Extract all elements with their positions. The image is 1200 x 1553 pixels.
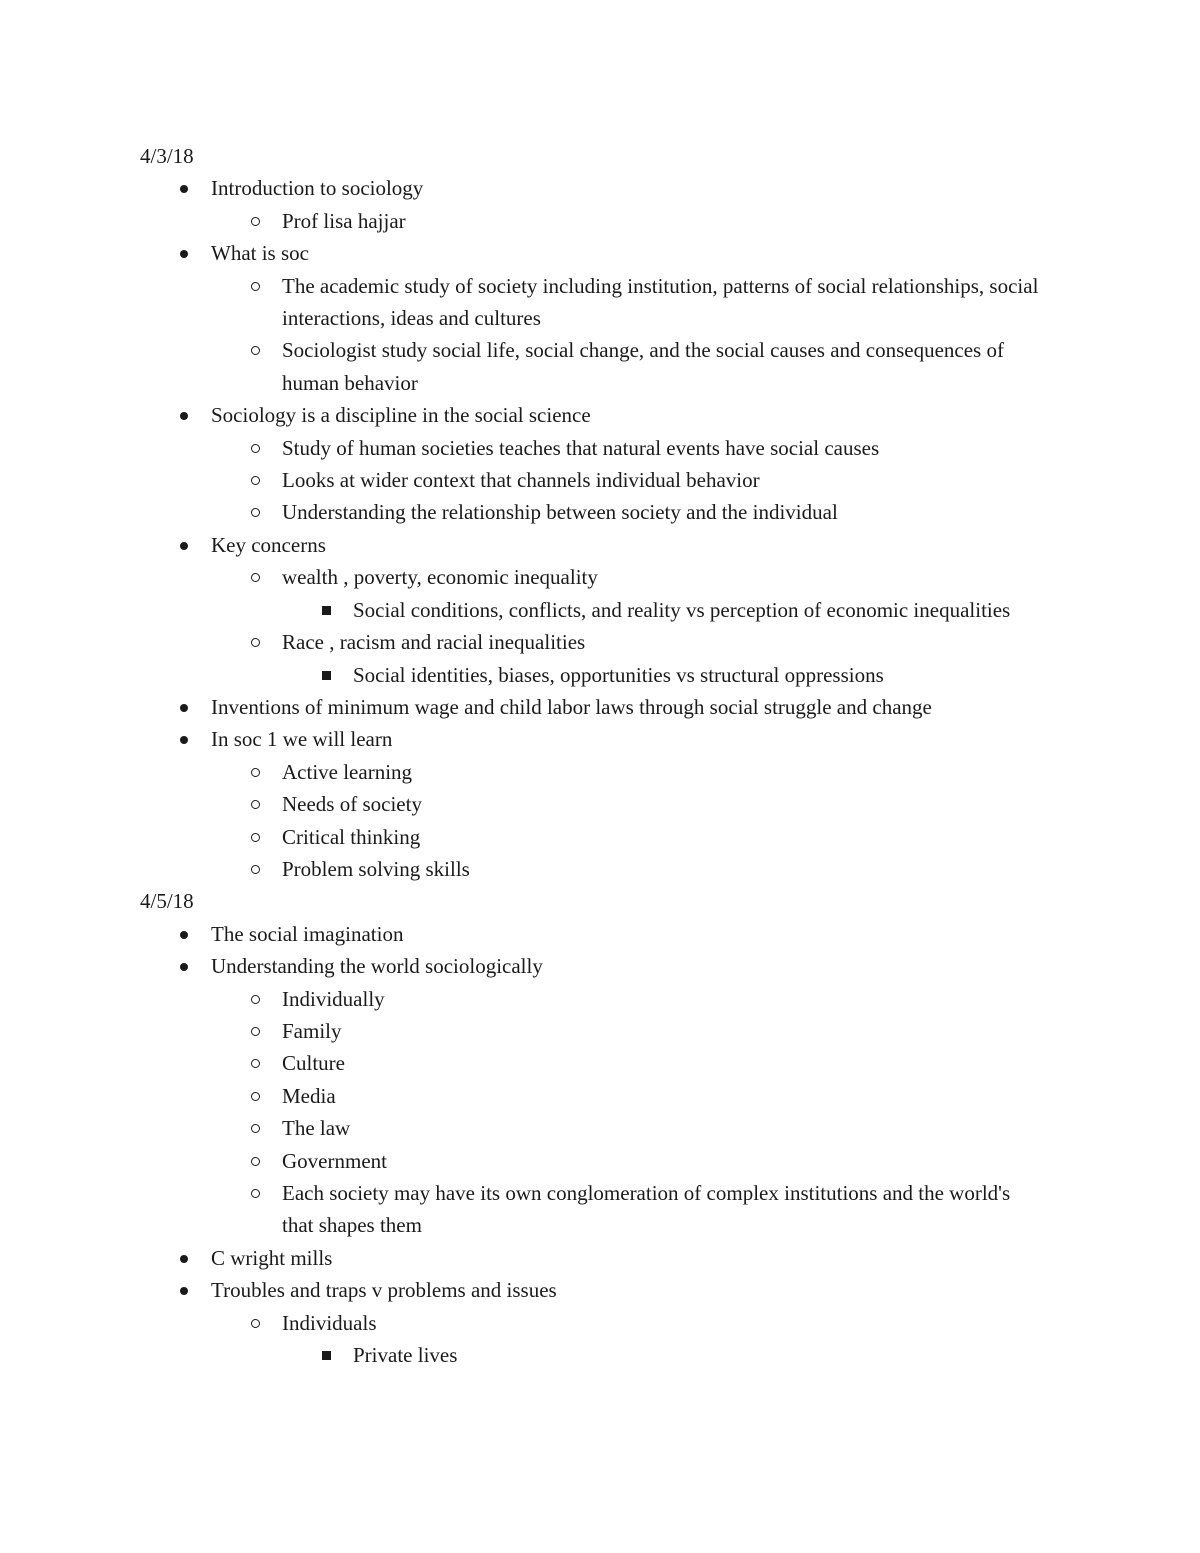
bullet-text: Media (282, 1083, 336, 1108)
bullet-item (140, 399, 1040, 529)
sub-bullet-item (211, 756, 1040, 788)
hollow-bullet-icon (251, 573, 260, 582)
bullet-item (140, 237, 1040, 399)
sub-bullet-item (211, 788, 1040, 820)
notes-section (140, 885, 1040, 1371)
hollow-bullet-icon (251, 346, 260, 355)
hollow-bullet-icon (251, 995, 260, 1004)
bullet-item (140, 691, 1040, 723)
hollow-bullet-icon (251, 768, 260, 777)
bullet-text: Social conditions, conflicts, and reality vs perception of economic inequalities (353, 597, 1011, 622)
sub-bullet-item (211, 1112, 1040, 1144)
bullet-item (140, 723, 1040, 885)
hollow-bullet-icon (251, 1059, 260, 1068)
bullet-text: Government (282, 1148, 387, 1173)
bullet-item (140, 172, 1040, 237)
bullet-list-level-2 (211, 432, 1040, 529)
sub-bullet-item (211, 626, 1040, 691)
bullet-text: Understanding the relationship between society and the individual (282, 500, 838, 525)
bullet-text: Looks at wider context that channels individual behavior (282, 468, 760, 493)
bullet-text: Sociology is a discipline in the social science (211, 403, 591, 428)
bullet-list-level-2 (211, 561, 1040, 691)
bullet-item (140, 529, 1040, 691)
sub-bullet-item (211, 1047, 1040, 1079)
hollow-bullet-icon (251, 217, 260, 226)
hollow-bullet-icon (251, 508, 260, 517)
sub-sub-bullet-item (282, 594, 1040, 626)
bullet-text: Understanding the world sociologically (211, 954, 543, 979)
bullet-list-level-2 (211, 756, 1040, 886)
bullet-item (140, 918, 1040, 950)
bullet-text: Study of human societies teaches that natural events have social causes (282, 435, 880, 460)
bullet-text: Each society may have its own conglomeration of complex institutions and the world's that shapes them (282, 1181, 1011, 1238)
sub-sub-bullet-item (282, 659, 1040, 691)
bullet-text: What is soc (211, 241, 309, 266)
hollow-bullet-icon (251, 638, 260, 647)
square-bullet-icon (322, 1351, 331, 1360)
hollow-bullet-icon (251, 476, 260, 485)
bullet-text: The law (282, 1116, 351, 1141)
filled-bullet-icon (180, 412, 188, 420)
bullet-text: Family (282, 1018, 342, 1043)
bullet-text: Individuals (282, 1310, 377, 1335)
sub-bullet-item (211, 1177, 1040, 1242)
bullet-list-level-2 (211, 270, 1040, 400)
filled-bullet-icon (180, 931, 188, 939)
sub-bullet-item (211, 496, 1040, 528)
sub-bullet-item (211, 432, 1040, 464)
bullet-list-level-3 (282, 594, 1040, 626)
bullet-text: In soc 1 we will learn (211, 727, 393, 752)
bullet-text: The academic study of society including institution, patterns of social relationships, social interactions, ideas and cultures (282, 273, 1039, 331)
sub-bullet-item (211, 205, 1040, 237)
filled-bullet-icon (180, 963, 188, 971)
bullet-list-level-1 (140, 918, 1040, 1372)
hollow-bullet-icon (251, 833, 260, 842)
sub-bullet-item (211, 464, 1040, 496)
bullet-text: Troubles and traps v problems and issues (211, 1278, 557, 1303)
bullet-list-level-2 (211, 205, 1040, 237)
sub-bullet-item (211, 821, 1040, 853)
filled-bullet-icon (180, 704, 188, 712)
bullet-text: The social imagination (211, 921, 404, 946)
bullet-text: Inventions of minimum wage and child labor laws through social struggle and change (211, 694, 932, 719)
filled-bullet-icon (180, 185, 188, 193)
hollow-bullet-icon (251, 1189, 260, 1198)
hollow-bullet-icon (251, 1157, 260, 1166)
sub-bullet-item (211, 1307, 1040, 1372)
bullet-item (140, 950, 1040, 1242)
square-bullet-icon (322, 606, 331, 615)
sub-sub-bullet-item (282, 1339, 1040, 1371)
bullet-text: Prof lisa hajjar (282, 208, 406, 233)
bullet-text: Social identities, biases, opportunities vs structural oppressions (353, 662, 884, 687)
sub-bullet-item (211, 853, 1040, 885)
sub-bullet-item (211, 270, 1040, 335)
sub-bullet-item (211, 561, 1040, 626)
bullet-text: Needs of society (282, 792, 422, 817)
bullet-text: Culture (282, 1051, 345, 1076)
hollow-bullet-icon (251, 1027, 260, 1036)
sub-bullet-item (211, 1080, 1040, 1112)
bullet-list-level-1 (140, 172, 1040, 885)
filled-bullet-icon (180, 736, 188, 744)
bullet-list-level-2 (211, 983, 1040, 1242)
filled-bullet-icon (180, 542, 188, 550)
hollow-bullet-icon (251, 1319, 260, 1328)
lecture-notes (140, 140, 1040, 1371)
filled-bullet-icon (180, 1255, 188, 1263)
hollow-bullet-icon (251, 1124, 260, 1133)
section-date: 4/3/18 (140, 144, 194, 168)
section-date: 4/5/18 (140, 889, 194, 914)
hollow-bullet-icon (251, 800, 260, 809)
bullet-list-level-3 (282, 659, 1040, 691)
bullet-text: Key concerns (211, 532, 326, 557)
bullet-list-level-3 (282, 1339, 1040, 1371)
bullet-text: Sociologist study social life, social change, and the social causes and consequences of human behavior (282, 338, 1004, 395)
bullet-text: Introduction to sociology (211, 176, 424, 201)
bullet-text: C wright mills (211, 1245, 333, 1270)
bullet-text: Problem solving skills (282, 856, 470, 881)
hollow-bullet-icon (251, 444, 260, 453)
hollow-bullet-icon (251, 865, 260, 874)
bullet-text: Individually (282, 986, 385, 1011)
bullet-item (140, 1242, 1040, 1274)
sub-bullet-item (211, 1145, 1040, 1177)
bullet-text: Race , racism and racial inequalities (282, 630, 586, 655)
hollow-bullet-icon (251, 1092, 260, 1101)
bullet-item (140, 1274, 1040, 1371)
filled-bullet-icon (180, 1287, 188, 1295)
bullet-list-level-2 (211, 1307, 1040, 1372)
notes-section (140, 140, 1040, 885)
sub-bullet-item (211, 334, 1040, 399)
bullet-text: wealth , poverty, economic inequality (282, 565, 598, 590)
hollow-bullet-icon (251, 282, 260, 291)
sub-bullet-item (211, 1015, 1040, 1047)
bullet-text: Active learning (282, 759, 413, 784)
sub-bullet-item (211, 983, 1040, 1015)
filled-bullet-icon (180, 250, 188, 258)
bullet-text: Private lives (353, 1343, 458, 1368)
square-bullet-icon (322, 671, 331, 680)
bullet-text: Critical thinking (282, 824, 421, 849)
